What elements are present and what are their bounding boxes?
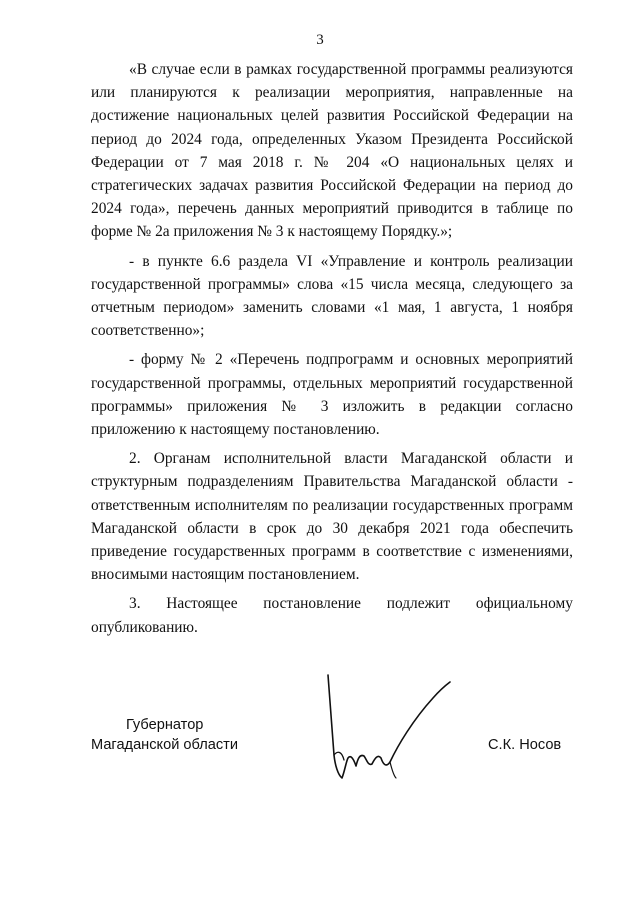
paragraph-clause-3: 3. Настоящее постановление подлежит официальному опубликованию. <box>91 595 573 636</box>
signatory-name: С.К. Носов <box>488 737 562 753</box>
document-body <box>91 58 573 639</box>
page-number: 3 <box>316 32 324 48</box>
signatory-title-line1: Губернатор <box>126 717 204 733</box>
handwritten-signature <box>318 670 468 785</box>
paragraph-clause-2: 2. Органам исполнительной власти Магаданской области и структурным подразделениям Правительства Магаданской области - ответственным исполнителям по реализации государственных программ Магаданской области в срок до 30 декабря 2021 года обеспечить приведение государственных программ в соответствие с изменениями, вносимыми настоящим постановлением. <box>91 450 573 584</box>
paragraph-goals-quote: «В случае если в рамках государственной программы реализуются или планируются к реализации мероприятия, направленные на достижение национальных целей развития Российской Федерации на период до 2024 года, определенных Указом Президента Российской Федерации от 7 мая 2018 г. № 204 «О национальных целях и стратегических задачах развития Российской Федерации на период до 2024 года», перечень данных мероприятий приводится в таблице по форме № 2а приложения № 3 к настоящему Порядку.»; <box>91 61 573 241</box>
paragraph-form-2: - форму № 2 «Перечень подпрограмм и основных мероприятий государственной программы, отдельных мероприятий государственной программы» приложения № 3 изложить в редакции согласно приложению к настоящему постановлению. <box>91 351 573 439</box>
signatory-title <box>91 715 271 755</box>
paragraph-item-6-6: - в пункте 6.6 раздела VI «Управление и контроль реализации государственной программы» слова «15 числа месяца, следующего за отчетным периодом» заменить словами «1 мая, 1 августа, 1 ноября соответственно»; <box>91 252 573 340</box>
signatory-title-line2: Магаданской области <box>91 737 238 753</box>
